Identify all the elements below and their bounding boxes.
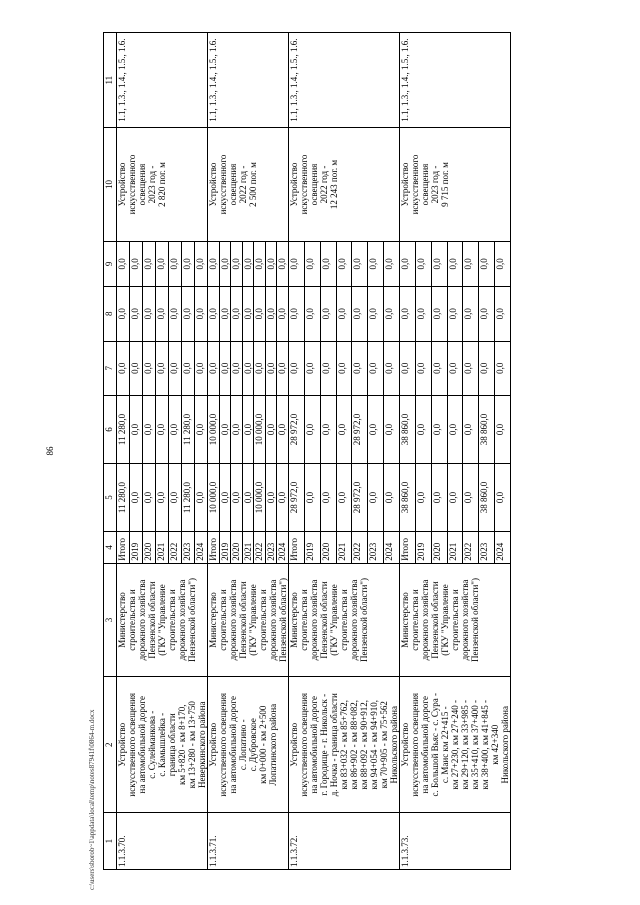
value-cell: 0,0 [254,341,266,395]
measure-name-line: г. Городище - г. Никольск - [319,693,329,796]
executor-line: дорожного хозяйства [177,579,187,661]
indicators: 1.1, 1.3., 1.4., 1.5., 1.6. [208,33,289,128]
value-cell: 0,0 [169,341,182,395]
footer-file-path: c:\users\sborob~1\appdata\local\temp\notes87941f\0864-m.docx [88,709,96,890]
value-cell: 0,0 [208,341,220,395]
value-cell: 0,0 [336,464,352,532]
value-cell: 0,0 [231,464,243,532]
value-cell: 11 280,0 [182,395,195,463]
year-cell: Итого [208,532,220,564]
result-line: освещения [137,163,147,206]
column-header-3: 3 [104,563,117,676]
value-cell: 28 972,0 [352,464,368,532]
measure-name-line: км 5+820 - км 8+170, [177,704,187,786]
value-cell: 0,0 [415,341,431,395]
row-id: 1.1.3.72. [289,813,400,870]
year-cell: 2023 [182,532,195,564]
result-line: искусственного [218,154,228,215]
result-line: 9 715 пог. м [440,162,450,207]
indicators: 1.1, 1.3., 1.4., 1.5., 1.6. [117,33,208,128]
table-row [400,33,416,870]
value-cell: 0,0 [156,341,169,395]
measure-name-line: км 27+230, км 27+240 - [450,699,460,790]
result-line: Устройство [117,162,127,207]
executor-line: дорожного хозяйства [309,579,319,661]
value-cell: 0,0 [479,241,495,286]
value-cell: 10 000,0 [254,464,266,532]
value-cell: 0,0 [130,464,143,532]
measure-name-line: с. Дубровское [248,718,258,772]
measure-name-line: км 94+054 - км 94+910, [369,699,379,790]
value-cell: 0,0 [400,341,416,395]
value-cell: 0,0 [320,241,336,286]
value-cell: 0,0 [195,464,208,532]
value-cell: 38 860,0 [400,464,416,532]
year-cell: 2022 [254,532,266,564]
result [208,128,289,241]
measure-name-line: искусственного освещения [410,692,420,797]
result-line: 2023 год - [147,165,157,204]
value-cell: 0,0 [320,287,336,341]
executor-line: Пензенской области") [187,578,197,662]
executor [289,563,400,676]
executor-line: строительства и [410,589,420,651]
value-cell: 0,0 [463,287,479,341]
value-cell: 0,0 [368,241,384,286]
column-header-9: 9 [104,241,117,286]
year-cell: 2020 [431,532,447,564]
measure-name-line: искусственного освещения [218,692,228,797]
value-cell: 0,0 [447,287,463,341]
executor-line: строительства и [127,589,137,651]
value-cell: 0,0 [368,395,384,463]
table-row [208,33,220,870]
value-cell: 0,0 [463,464,479,532]
value-cell: 0,0 [289,241,305,286]
year-cell: 2020 [320,532,336,564]
executor-line: Пензенской области [147,581,157,659]
value-cell: 0,0 [182,241,195,286]
value-cell: 0,0 [130,287,143,341]
column-header-2: 2 [104,677,117,813]
value-cell: 11 280,0 [117,395,130,463]
measure-name-line: Неверкинского района [197,701,207,788]
value-cell: 0,0 [277,241,289,286]
value-cell: 0,0 [130,341,143,395]
value-cell: 0,0 [336,395,352,463]
value-cell: 0,0 [304,241,320,286]
value-cell: 0,0 [143,287,156,341]
year-cell: 2021 [156,532,169,564]
measure-name-line: с. Камышлейка - [157,712,167,777]
value-cell: 0,0 [415,395,431,463]
year-cell: 2019 [304,532,320,564]
measure-name [289,677,400,813]
value-cell: 0,0 [143,241,156,286]
page-number: 86 [45,446,55,456]
year-cell: 2023 [368,532,384,564]
header-row [104,33,117,870]
value-cell: 0,0 [182,287,195,341]
measure-name-line: с. Маис км 22+415 - [440,706,450,784]
year-cell: 2019 [219,532,231,564]
result-line: 2 500 пог. м [248,162,258,207]
executor [117,563,208,676]
executor-line: (ГКУ "Управление [329,584,339,656]
measure-name-line: км 38+400, км 41+845 - [480,699,490,790]
value-cell: 0,0 [130,241,143,286]
year-cell: 2019 [130,532,143,564]
measure-name-line: км 29+120, км 33+985 - [460,699,470,790]
value-cell: 0,0 [384,287,400,341]
value-cell: 0,0 [431,287,447,341]
column-header-4: 4 [104,532,117,564]
value-cell: 0,0 [156,464,169,532]
table-row [117,33,130,870]
executor-line: строительства и [218,589,228,651]
executor-line: Пензенской области") [278,578,288,662]
measure-name-line: км 86+902 - км 88+082, [349,699,359,790]
value-cell: 0,0 [336,287,352,341]
measure-name-line: км 42+340 [490,724,500,765]
value-cell: 0,0 [447,464,463,532]
table-body [117,33,511,870]
value-cell: 0,0 [265,341,277,395]
measure-name-line: на автомобильной дороге [228,696,238,794]
executor-line: Министерство [208,592,218,648]
executor-line: строительства и [258,589,268,651]
value-cell: 0,0 [254,241,266,286]
executor-line: дорожного хозяйства [420,579,430,661]
value-cell: 0,0 [130,395,143,463]
column-header-6: 6 [104,395,117,463]
row-id: 1.1.3.73. [400,813,511,870]
year-cell: 2024 [195,532,208,564]
value-cell: 0,0 [242,341,254,395]
value-cell: 0,0 [277,287,289,341]
measure-name-line: искусственного освещения [299,692,309,797]
column-header-10: 10 [104,128,117,241]
year-cell: 2024 [384,532,400,564]
executor-line: Пензенской области [430,581,440,659]
year-cell: 2019 [415,532,431,564]
value-cell: 0,0 [352,341,368,395]
value-cell: 0,0 [117,241,130,286]
value-cell: 0,0 [219,241,231,286]
value-cell: 38 860,0 [479,464,495,532]
result-line: Устройство [289,162,299,207]
measure-name [400,677,511,813]
executor-line: (ГКУ "Управление [157,584,167,656]
value-cell: 0,0 [219,395,231,463]
value-cell: 0,0 [447,395,463,463]
value-cell: 0,0 [195,395,208,463]
measure-name-line: км 13+280 - км 13+750 [187,701,197,789]
measure-name [117,677,208,813]
value-cell: 10 000,0 [208,395,220,463]
executor [400,563,511,676]
executor-line: строительства и [339,589,349,651]
value-cell: 0,0 [277,341,289,395]
column-header-5: 5 [104,464,117,532]
measure-name-line: км 35+410, км 37+400 - [470,699,480,790]
value-cell: 28 972,0 [289,464,305,532]
executor-line: строительства и [299,589,309,651]
program-table [103,32,511,870]
value-cell: 0,0 [265,287,277,341]
value-cell: 0,0 [242,464,254,532]
year-cell: 2020 [143,532,156,564]
value-cell: 0,0 [384,341,400,395]
year-cell: 2023 [265,532,277,564]
measure-name-line: искусственного освещения [127,692,137,797]
value-cell: 0,0 [231,341,243,395]
value-cell: 0,0 [265,395,277,463]
rotated-table-page [103,32,533,870]
year-cell: 2021 [447,532,463,564]
value-cell: 0,0 [277,464,289,532]
value-cell: 0,0 [463,241,479,286]
value-cell: 11 280,0 [182,464,195,532]
executor-line: дорожного хозяйства [137,579,147,661]
result-line: искусственного [127,154,137,215]
value-cell: 0,0 [384,241,400,286]
result-line: освещения [420,163,430,206]
value-cell: 0,0 [143,341,156,395]
value-cell: 0,0 [400,241,416,286]
value-cell: 0,0 [304,395,320,463]
result-line: искусственного [299,154,309,215]
value-cell: 0,0 [117,287,130,341]
year-cell: 2021 [242,532,254,564]
result [400,128,511,241]
value-cell: 0,0 [368,464,384,532]
value-cell: 0,0 [495,341,511,395]
value-cell: 0,0 [219,464,231,532]
value-cell: 0,0 [431,395,447,463]
value-cell: 38 860,0 [400,395,416,463]
value-cell: 0,0 [265,241,277,286]
value-cell: 0,0 [447,341,463,395]
year-cell: 2023 [479,532,495,564]
value-cell: 0,0 [431,241,447,286]
measure-name-line: на автомобильной дороге [309,696,319,794]
value-cell: 0,0 [415,464,431,532]
row-id: 1.1.3.70. [117,813,208,870]
measure-name-line: км 70+905 - км 75+562 [379,701,389,789]
measure-name-line: Устройство [289,722,299,767]
value-cell: 0,0 [169,287,182,341]
value-cell: 0,0 [182,341,195,395]
value-cell: 10 000,0 [208,464,220,532]
measure-name-line: граница области [167,713,177,777]
value-cell: 11 280,0 [117,464,130,532]
value-cell: 0,0 [169,464,182,532]
value-cell: 0,0 [400,287,416,341]
year-cell: 2022 [463,532,479,564]
result-line: 12 243 пог. м [329,159,339,210]
value-cell: 0,0 [117,341,130,395]
value-cell: 0,0 [156,287,169,341]
measure-name-line: км 88+092 - км 90+912, [359,699,369,790]
value-cell: 0,0 [479,287,495,341]
year-cell: Итого [400,532,416,564]
result-line: 2022 год - [238,165,248,204]
value-cell: 0,0 [495,464,511,532]
value-cell: 0,0 [143,464,156,532]
value-cell: 0,0 [320,341,336,395]
value-cell: 28 972,0 [289,395,305,463]
value-cell: 0,0 [242,395,254,463]
measure-name-line: Никольского района [500,706,510,784]
value-cell: 0,0 [208,241,220,286]
value-cell: 0,0 [384,395,400,463]
value-cell: 28 972,0 [352,395,368,463]
value-cell: 0,0 [231,241,243,286]
measure-name [208,677,289,813]
value-cell: 38 860,0 [479,395,495,463]
result-line: 2023 год - [430,165,440,204]
indicators: 1.1, 1.3., 1.4., 1.5., 1.6. [289,33,400,128]
value-cell: 0,0 [368,287,384,341]
value-cell: 0,0 [231,287,243,341]
value-cell: 0,0 [208,287,220,341]
value-cell: 0,0 [415,241,431,286]
executor-line: Министерство [117,592,127,648]
value-cell: 0,0 [304,341,320,395]
result-line: Устройство [400,162,410,207]
value-cell: 0,0 [242,241,254,286]
result [289,128,400,241]
value-cell: 0,0 [254,287,266,341]
year-cell: Итого [117,532,130,564]
measure-name-line: Устройство [117,722,127,767]
column-header-1: 1 [104,813,117,870]
executor-line: дорожного хозяйства [228,579,238,661]
executor-line: Пензенской области") [470,578,480,662]
value-cell: 0,0 [479,341,495,395]
value-cell: 0,0 [495,287,511,341]
value-cell: 0,0 [368,341,384,395]
value-cell: 0,0 [242,287,254,341]
value-cell: 0,0 [143,395,156,463]
result-line: искусственного [410,154,420,215]
table-row [289,33,305,870]
executor-line: строительства и [450,589,460,651]
value-cell: 0,0 [169,395,182,463]
executor-line: дорожного хозяйства [268,579,278,661]
executor-line: Пензенской области") [359,578,369,662]
value-cell: 0,0 [352,287,368,341]
value-cell: 0,0 [304,287,320,341]
value-cell: 0,0 [384,464,400,532]
value-cell: 0,0 [265,464,277,532]
year-cell: Итого [289,532,305,564]
column-header-11: 11 [104,33,117,128]
value-cell: 10 000,0 [254,395,266,463]
indicators: 1.1, 1.3., 1.4., 1.5., 1.6. [400,33,511,128]
value-cell: 0,0 [336,241,352,286]
year-cell: 2022 [169,532,182,564]
value-cell: 0,0 [195,241,208,286]
value-cell: 0,0 [463,341,479,395]
value-cell: 0,0 [336,341,352,395]
measure-name-line: км 83+032 - км 85+762, [339,699,349,790]
result-line: Устройство [208,162,218,207]
value-cell: 0,0 [219,287,231,341]
executor-line: (ГКУ "Управление [248,584,258,656]
result-line: освещения [228,163,238,206]
value-cell: 0,0 [447,241,463,286]
measure-name-line: Лопатинского района [268,703,278,786]
measure-name-line: Устройство [208,722,218,767]
executor-line: строительства и [167,589,177,651]
measure-name-line: на автомобильной дороге [137,696,147,794]
year-cell: 2020 [231,532,243,564]
value-cell: 0,0 [169,241,182,286]
measure-name-line: км 0+000 - км 2+500 [258,705,268,784]
row-id: 1.1.3.71. [208,813,289,870]
year-cell: 2024 [277,532,289,564]
value-cell: 0,0 [156,241,169,286]
value-cell: 0,0 [495,395,511,463]
value-cell: 0,0 [231,395,243,463]
value-cell: 0,0 [431,464,447,532]
value-cell: 0,0 [352,241,368,286]
executor-line: дорожного хозяйства [349,579,359,661]
measure-name-line: с. Сулейманкова - [147,710,157,779]
executor-line: Пензенской области [238,581,248,659]
result-line: освещения [309,163,319,206]
value-cell: 0,0 [195,341,208,395]
measure-name-line: д. Ночка - граница области [329,693,339,797]
executor [208,563,289,676]
measure-name-line: с. Большой Вьяс - с. Сура - [430,693,440,797]
measure-name-line: Никольского района [389,706,399,784]
value-cell: 0,0 [289,341,305,395]
column-header-8: 8 [104,287,117,341]
year-cell: 2022 [352,532,368,564]
executor-line: (ГКУ "Управление [440,584,450,656]
value-cell: 0,0 [219,341,231,395]
value-cell: 0,0 [495,241,511,286]
result [117,128,208,241]
value-cell: 0,0 [289,287,305,341]
column-header-7: 7 [104,341,117,395]
measure-name-line: с. Лопатино - [238,719,248,771]
measure-name-line: Устройство [400,722,410,767]
result-line: 2 820 пог. м [157,162,167,207]
year-cell: 2024 [495,532,511,564]
executor-line: дорожного хозяйства [460,579,470,661]
value-cell: 0,0 [320,464,336,532]
executor-line: Пензенской области [319,581,329,659]
year-cell: 2021 [336,532,352,564]
value-cell: 0,0 [277,395,289,463]
value-cell: 0,0 [463,395,479,463]
value-cell: 0,0 [304,464,320,532]
measure-name-line: на автомобильной дороге [420,696,430,794]
executor-line: Министерство [289,592,299,648]
value-cell: 0,0 [415,287,431,341]
value-cell: 0,0 [195,287,208,341]
value-cell: 0,0 [431,341,447,395]
result-line: 2022 год - [319,165,329,204]
executor-line: Министерство [400,592,410,648]
value-cell: 0,0 [320,395,336,463]
value-cell: 0,0 [156,395,169,463]
